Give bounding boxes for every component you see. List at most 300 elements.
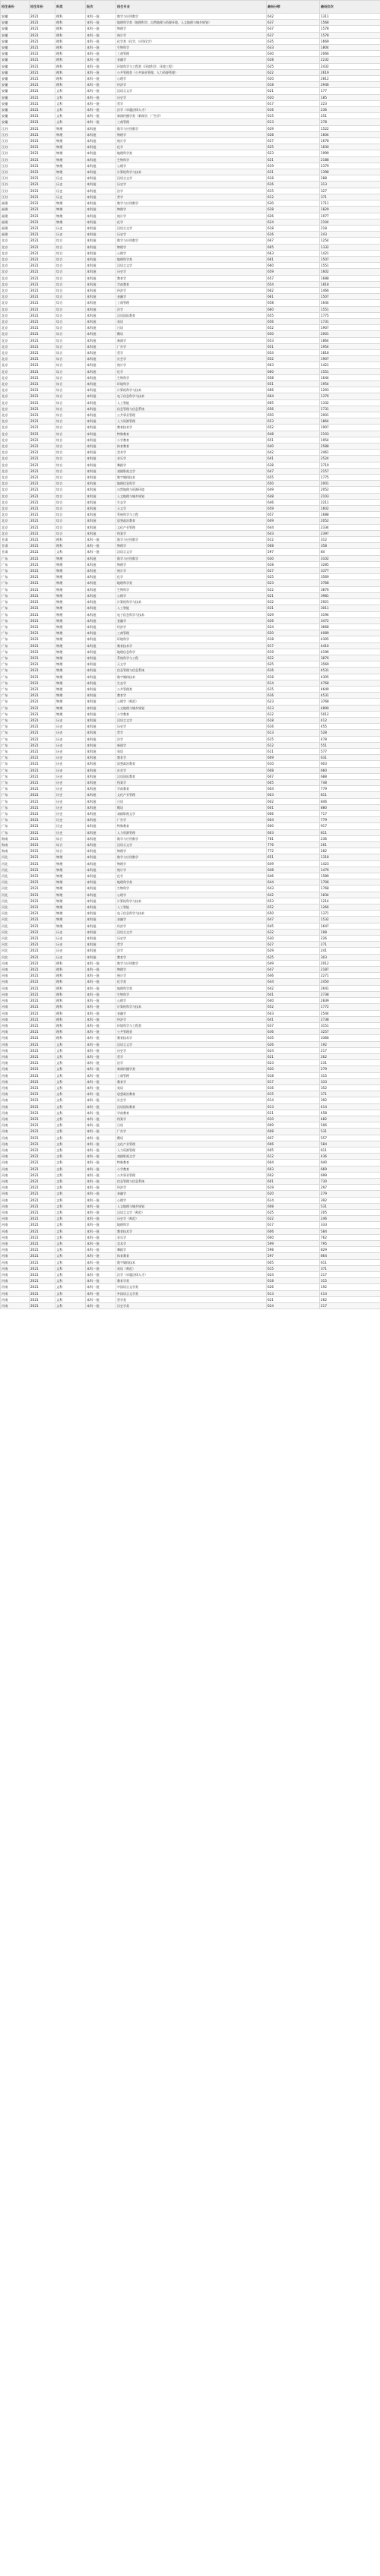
year-cell: 2021 — [30, 998, 55, 1004]
min-score-cell: 620 — [267, 1066, 320, 1072]
category-cell: 历史 — [55, 182, 86, 188]
table-row — [1, 879, 380, 886]
category-cell: 综合 — [55, 437, 86, 443]
batch-cell: 本科批 — [86, 318, 116, 324]
table-row — [1, 113, 380, 119]
year-cell: 2021 — [30, 1091, 55, 1097]
min-score-cell: 661 — [267, 256, 320, 262]
min-score-cell: 615 — [267, 1265, 320, 1271]
table-row — [1, 331, 380, 337]
category-cell: 文科 — [55, 1278, 86, 1284]
province-cell: 广东 — [1, 761, 30, 767]
major-cell: 舞蹈学 — [116, 462, 267, 468]
table-row — [1, 312, 380, 318]
min-rank-cell: 2812 — [320, 76, 380, 82]
min-rank-cell: 315 — [320, 1072, 380, 1078]
min-rank-cell: 1954 — [320, 437, 380, 443]
province-cell: 广东 — [1, 561, 30, 567]
major-cell: 电子信息科学与技术 — [116, 611, 267, 617]
min-score-cell: 642 — [267, 14, 320, 20]
min-rank-cell: 3151 — [320, 1022, 380, 1028]
min-score-cell: 616 — [267, 668, 320, 674]
category-cell: 物理 — [55, 879, 86, 886]
year-cell: 2021 — [30, 674, 55, 680]
year-cell: 2021 — [30, 506, 55, 512]
table-row — [1, 973, 380, 979]
batch-cell: 本科批 — [86, 275, 116, 281]
table-row — [1, 188, 380, 194]
province-cell: 北京 — [1, 380, 30, 387]
year-cell: 2021 — [30, 923, 55, 929]
batch-cell: 本科批 — [86, 362, 116, 368]
category-cell: 文科 — [55, 549, 86, 555]
category-cell: 理科 — [55, 979, 86, 985]
batch-cell: 本科一批 — [86, 998, 116, 1004]
table-row — [1, 605, 380, 611]
province-cell: 安徽 — [1, 94, 30, 100]
table-row — [1, 1035, 380, 1041]
batch-cell: 本科批 — [86, 936, 116, 942]
major-cell: 教育技术学 — [116, 1035, 267, 1041]
province-cell: 河南 — [1, 967, 30, 973]
min-rank-cell: 2588 — [320, 444, 380, 450]
major-cell: 生物科学 — [116, 586, 267, 592]
table-row — [1, 437, 380, 443]
major-cell: 哲学 — [116, 100, 267, 106]
min-rank-cell: 3981 — [320, 592, 380, 598]
year-cell: 2021 — [30, 399, 55, 406]
batch-cell: 本科批 — [86, 356, 116, 362]
province-cell: 安徽 — [1, 113, 30, 119]
table-row — [1, 699, 380, 705]
year-cell: 2021 — [30, 954, 55, 960]
category-cell: 文科 — [55, 1178, 86, 1184]
table-row — [1, 281, 380, 287]
province-cell: 北京 — [1, 518, 30, 524]
min-score-cell: 628 — [267, 131, 320, 137]
batch-cell: 本科一批 — [86, 1116, 116, 1122]
batch-cell: 本科批 — [86, 860, 116, 867]
province-cell: 北京 — [1, 244, 30, 250]
min-score-cell: 601 — [267, 1178, 320, 1184]
min-score-cell: 617 — [267, 100, 320, 106]
year-cell: 2021 — [30, 549, 55, 555]
province-cell: 广东 — [1, 649, 30, 655]
major-cell: 体育教育 — [116, 1253, 267, 1259]
min-rank-cell: 198 — [320, 929, 380, 935]
min-rank-cell: 458 — [320, 1110, 380, 1116]
table-row — [1, 51, 380, 57]
category-cell: 文科 — [55, 1154, 86, 1160]
province-cell: 广东 — [1, 730, 30, 736]
batch-cell: 本科批 — [86, 380, 116, 387]
major-cell: 工商管理 — [116, 1072, 267, 1078]
min-score-cell: 641 — [267, 456, 320, 462]
min-score-cell: 625 — [267, 63, 320, 69]
year-cell: 2021 — [30, 107, 55, 113]
major-cell: 历史学 — [116, 269, 267, 275]
min-score-cell: 598 — [267, 1247, 320, 1253]
province-cell: 广东 — [1, 779, 30, 785]
category-cell: 理科 — [55, 1022, 86, 1028]
min-rank-cell: 4531 — [320, 693, 380, 699]
min-rank-cell: 2921 — [320, 599, 380, 605]
category-cell: 理科 — [55, 51, 86, 57]
batch-cell: 本科批 — [86, 456, 116, 462]
table-row — [1, 549, 380, 555]
major-cell: 广告学 — [116, 817, 267, 823]
year-cell: 2021 — [30, 668, 55, 674]
major-cell: 戏剧影视文学 — [116, 468, 267, 474]
year-cell: 2021 — [30, 393, 55, 399]
year-cell: 2021 — [30, 1278, 55, 1284]
category-cell: 理科 — [55, 1010, 86, 1016]
major-cell: 电子信息科学与技术 — [116, 393, 267, 399]
year-cell: 2021 — [30, 898, 55, 904]
major-cell: 特殊教育 — [116, 1160, 267, 1166]
year-cell: 2021 — [30, 1154, 55, 1160]
min-score-cell: 612 — [267, 194, 320, 200]
batch-cell: 本科批 — [86, 904, 116, 911]
province-cell: 北京 — [1, 250, 30, 256]
min-score-cell: 627 — [267, 942, 320, 948]
min-rank-cell: 531 — [320, 1129, 380, 1135]
category-cell: 物理 — [55, 904, 86, 911]
province-cell: 河南 — [1, 1141, 30, 1147]
min-rank-cell: 1688 — [320, 275, 380, 281]
batch-cell: 本科批 — [86, 630, 116, 636]
category-cell: 文科 — [55, 1203, 86, 1209]
year-cell: 2021 — [30, 854, 55, 860]
min-score-cell: 663 — [267, 362, 320, 368]
table-row — [1, 574, 380, 580]
min-rank-cell: 1266 — [320, 904, 380, 911]
header-province: 招生省份 — [1, 1, 30, 14]
province-cell: 福建 — [1, 213, 30, 219]
min-rank-cell: 1772 — [320, 1004, 380, 1010]
batch-cell: 本科批 — [86, 294, 116, 300]
province-cell: 广东 — [1, 748, 30, 754]
batch-cell: 本科批 — [86, 892, 116, 898]
min-score-cell: 643 — [267, 1010, 320, 1016]
min-rank-cell: 2641 — [320, 985, 380, 991]
major-cell: 物理学 — [116, 207, 267, 213]
province-cell: 广东 — [1, 686, 30, 692]
category-cell: 历史 — [55, 232, 86, 238]
category-cell: 历史 — [55, 829, 86, 835]
category-cell: 文科 — [55, 1247, 86, 1253]
category-cell: 历史 — [55, 942, 86, 948]
min-rank-cell: 531 — [320, 1203, 380, 1209]
min-score-cell: 660 — [267, 306, 320, 312]
province-cell: 北京 — [1, 506, 30, 512]
major-cell: 化学 — [116, 219, 267, 225]
province-cell: 河南 — [1, 1172, 30, 1178]
province-cell: 北京 — [1, 294, 30, 300]
major-cell: 金融学 — [116, 57, 267, 63]
table-row — [1, 867, 380, 873]
category-cell: 物理 — [55, 705, 86, 711]
batch-cell: 本科批 — [86, 374, 116, 380]
province-cell: 河南 — [1, 1154, 30, 1160]
year-cell: 2021 — [30, 860, 55, 867]
min-score-cell: 608 — [267, 1203, 320, 1209]
table-row — [1, 1147, 380, 1153]
major-cell: 物理学 — [116, 860, 267, 867]
min-rank-cell: 1602 — [320, 506, 380, 512]
batch-cell: 本科批 — [86, 605, 116, 611]
major-cell: 天文学 — [116, 506, 267, 512]
major-cell: 音乐学 — [116, 456, 267, 462]
min-rank-cell: 3377 — [320, 568, 380, 574]
min-score-cell: 655 — [267, 312, 320, 318]
major-cell: 档案学 — [116, 530, 267, 536]
min-rank-cell: 864 — [320, 1253, 380, 1259]
major-cell: 数学与应用数学 — [116, 854, 267, 860]
table-row — [1, 942, 380, 948]
major-cell: 社会学 — [116, 767, 267, 773]
min-score-cell: 664 — [267, 393, 320, 399]
category-cell: 物理 — [55, 898, 86, 904]
year-cell: 2021 — [30, 374, 55, 380]
province-cell: 河南 — [1, 1016, 30, 1022]
province-cell: 广东 — [1, 767, 30, 773]
batch-cell: 本科一批 — [86, 1072, 116, 1078]
province-cell: 广东 — [1, 755, 30, 761]
category-cell: 文科 — [55, 1216, 86, 1222]
category-cell: 理科 — [55, 973, 86, 979]
batch-cell: 本科批 — [86, 724, 116, 730]
year-cell: 2021 — [30, 873, 55, 879]
min-rank-cell: 1311 — [320, 14, 380, 20]
table-row — [1, 487, 380, 493]
min-rank-cell: 371 — [320, 1091, 380, 1097]
min-score-cell: 626 — [267, 1041, 320, 1047]
province-cell: 河南 — [1, 1029, 30, 1035]
min-rank-cell: 2738 — [320, 991, 380, 997]
year-cell: 2021 — [30, 561, 55, 567]
min-score-cell: 608 — [267, 543, 320, 549]
province-cell: 江苏 — [1, 169, 30, 175]
min-rank-cell: 779 — [320, 817, 380, 823]
batch-cell: 本科一批 — [86, 1272, 116, 1278]
batch-cell: 本科批 — [86, 499, 116, 505]
category-cell: 综合 — [55, 487, 86, 493]
min-rank-cell: 1507 — [320, 256, 380, 262]
year-cell: 2021 — [30, 736, 55, 742]
batch-cell: 本科一批 — [86, 1135, 116, 1141]
min-rank-cell: 2397 — [320, 530, 380, 536]
category-cell: 文科 — [55, 1110, 86, 1116]
province-cell: 广东 — [1, 568, 30, 574]
table-row — [1, 462, 380, 468]
province-cell: 广东 — [1, 599, 30, 605]
min-score-cell: 630 — [267, 936, 320, 942]
province-cell: 北京 — [1, 356, 30, 362]
major-cell: 小学教育 — [116, 711, 267, 717]
min-score-cell: 635 — [267, 38, 320, 44]
table-row — [1, 294, 380, 300]
category-cell: 物理 — [55, 674, 86, 680]
min-rank-cell: 1731 — [320, 318, 380, 324]
major-cell: 历史学 — [116, 94, 267, 100]
table-row — [1, 1072, 380, 1078]
batch-cell: 本科批 — [86, 954, 116, 960]
table-row — [1, 1010, 380, 1016]
min-rank-cell: 1711 — [320, 200, 380, 207]
year-cell: 2021 — [30, 418, 55, 425]
table-row — [1, 318, 380, 324]
batch-cell: 本科一批 — [86, 1016, 116, 1022]
table-row — [1, 194, 380, 200]
min-score-cell: 612 — [267, 742, 320, 748]
table-row — [1, 156, 380, 163]
table-row — [1, 269, 380, 275]
min-score-cell: 637 — [267, 26, 320, 32]
table-row — [1, 1122, 380, 1129]
province-cell: 河南 — [1, 1278, 30, 1284]
category-cell: 历史 — [55, 736, 86, 742]
major-cell: 数字媒体技术 — [116, 674, 267, 680]
major-cell: 音乐学 — [116, 1234, 267, 1240]
min-score-cell: 614 — [267, 1097, 320, 1103]
batch-cell: 本科批 — [86, 711, 116, 717]
major-cell: 社会学 — [116, 1097, 267, 1103]
table-row — [1, 256, 380, 262]
min-score-cell: 615 — [267, 1091, 320, 1097]
major-cell: 数字媒体技术 — [116, 1259, 267, 1265]
min-score-cell: 621 — [267, 1053, 320, 1059]
table-row — [1, 1041, 380, 1047]
header-major: 招生专业 — [116, 1, 267, 14]
province-cell: 河南 — [1, 1303, 30, 1309]
category-cell: 历史 — [55, 175, 86, 182]
province-cell: 广东 — [1, 636, 30, 642]
table-row — [1, 904, 380, 911]
province-cell: 河北 — [1, 911, 30, 917]
batch-cell: 本科一批 — [86, 1185, 116, 1191]
min-score-cell: 603 — [267, 792, 320, 798]
category-cell: 综合 — [55, 450, 86, 456]
table-row — [1, 1296, 380, 1302]
year-cell: 2021 — [30, 1016, 55, 1022]
min-score-cell: 660 — [267, 368, 320, 374]
min-score-cell: 659 — [267, 506, 320, 512]
min-score-cell: 625 — [267, 1210, 320, 1216]
year-cell: 2021 — [30, 530, 55, 536]
year-cell: 2021 — [30, 592, 55, 598]
major-cell: 化学类（化学、应用化学） — [116, 38, 267, 44]
table-row — [1, 711, 380, 717]
year-cell: 2021 — [30, 817, 55, 823]
major-cell: 文化产业管理 — [116, 524, 267, 530]
province-cell: 北京 — [1, 287, 30, 293]
major-cell: 哲学 — [116, 730, 267, 736]
table-row — [1, 898, 380, 904]
min-rank-cell: 1644 — [320, 300, 380, 306]
category-cell: 综合 — [55, 481, 86, 487]
batch-cell: 本科一批 — [86, 1141, 116, 1147]
year-cell: 2021 — [30, 642, 55, 649]
batch-cell: 本科一批 — [86, 1110, 116, 1116]
min-rank-cell: 631 — [320, 755, 380, 761]
min-rank-cell: 551 — [320, 742, 380, 748]
min-score-cell: 627 — [267, 138, 320, 144]
province-cell: 北京 — [1, 306, 30, 312]
batch-cell: 本科批 — [86, 194, 116, 200]
province-cell: 河南 — [1, 1097, 30, 1103]
province-cell: 北京 — [1, 312, 30, 318]
category-cell: 历史 — [55, 936, 86, 942]
category-cell: 综合 — [55, 506, 86, 512]
min-rank-cell: 1907 — [320, 425, 380, 431]
batch-cell: 本科批 — [86, 655, 116, 661]
table-row — [1, 923, 380, 929]
category-cell: 物理 — [55, 138, 86, 144]
batch-cell: 本科批 — [86, 686, 116, 692]
min-rank-cell: 392 — [320, 1097, 380, 1103]
min-rank-cell: 2052 — [320, 518, 380, 524]
min-rank-cell: 2211 — [320, 499, 380, 505]
batch-cell: 本科批 — [86, 431, 116, 437]
major-cell: 俄语 — [116, 331, 267, 337]
min-score-cell: 613 — [267, 1290, 320, 1296]
table-row — [1, 967, 380, 973]
major-cell: 汉语国际教育 — [116, 773, 267, 779]
province-cell: 河南 — [1, 1041, 30, 1047]
major-cell: 统计学 — [116, 568, 267, 574]
min-rank-cell: 312 — [320, 537, 380, 543]
min-score-cell: 618 — [267, 225, 320, 231]
batch-cell: 本科批 — [86, 767, 116, 773]
year-cell: 2021 — [30, 119, 55, 125]
category-cell: 物理 — [55, 649, 86, 655]
major-cell: 生物科学 — [116, 45, 267, 51]
province-cell: 河南 — [1, 1060, 30, 1066]
min-rank-cell: 2334 — [320, 524, 380, 530]
table-row — [1, 767, 380, 773]
batch-cell: 本科批 — [86, 668, 116, 674]
year-cell: 2021 — [30, 169, 55, 175]
major-cell: 教育技术学 — [116, 425, 267, 431]
category-cell: 综合 — [55, 425, 86, 431]
min-rank-cell: 4531 — [320, 668, 380, 674]
category-cell: 物理 — [55, 207, 86, 213]
table-row — [1, 668, 380, 674]
major-cell: 新闻传播学类 — [116, 1066, 267, 1072]
batch-cell: 本科一批 — [86, 20, 116, 26]
min-score-cell: 620 — [267, 76, 320, 82]
min-score-cell: 651 — [267, 437, 320, 443]
batch-cell: 本科批 — [86, 611, 116, 617]
category-cell: 文科 — [55, 1284, 86, 1290]
table-row — [1, 356, 380, 362]
province-cell: 北京 — [1, 437, 30, 443]
category-cell: 历史 — [55, 761, 86, 767]
province-cell: 广东 — [1, 661, 30, 668]
category-cell: 综合 — [55, 387, 86, 393]
year-cell: 2021 — [30, 337, 55, 343]
major-cell: 学前教育 — [116, 786, 267, 792]
category-cell: 理科 — [55, 45, 86, 51]
min-rank-cell: 1669 — [320, 38, 380, 44]
province-cell: 安徽 — [1, 51, 30, 57]
year-cell: 2021 — [30, 1303, 55, 1309]
min-score-cell: 637 — [267, 32, 320, 38]
min-score-cell: 646 — [267, 873, 320, 879]
major-cell: 外国语言文学类 — [116, 1290, 267, 1296]
table-row — [1, 860, 380, 867]
